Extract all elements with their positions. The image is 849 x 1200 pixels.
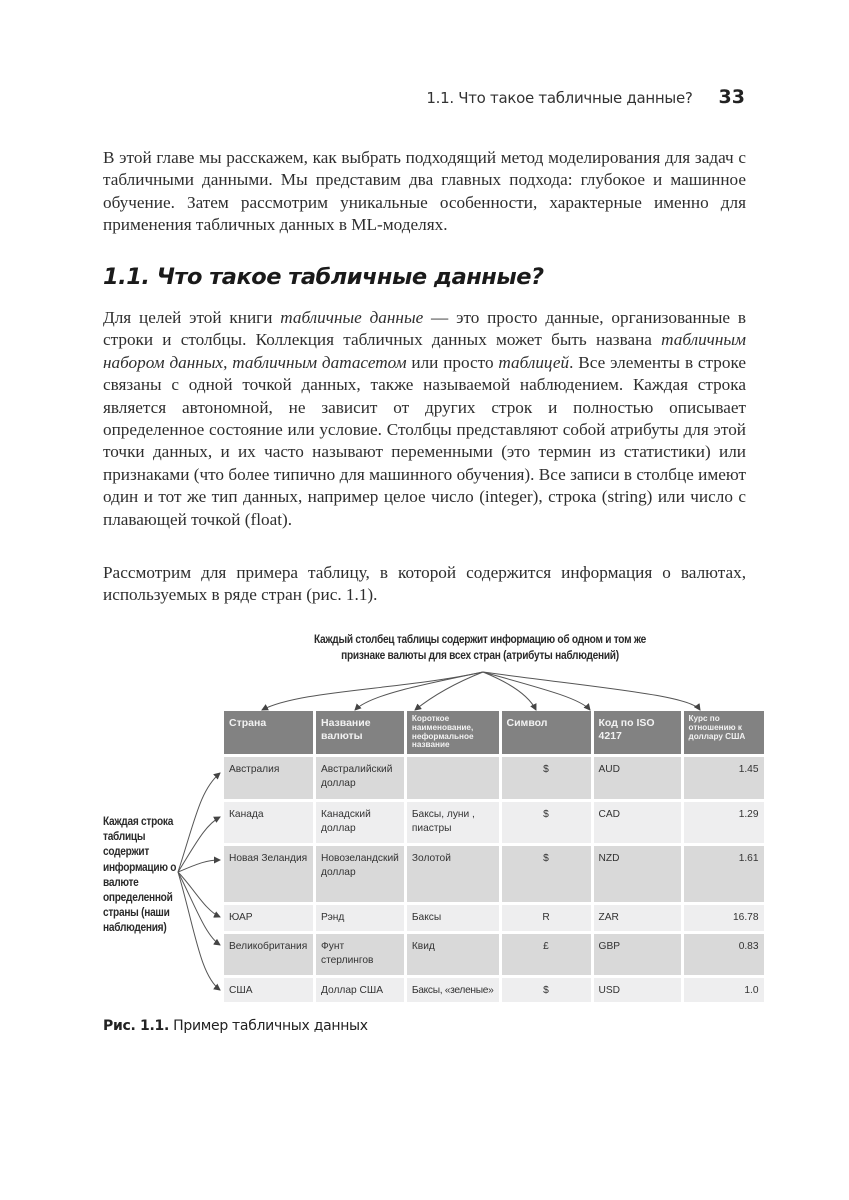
cell-symbol: $	[502, 978, 591, 1002]
table-row	[224, 846, 764, 902]
column-header: Короткое наименование, неформальное название	[407, 711, 499, 754]
column-header: Название валюты	[316, 711, 404, 754]
definition-paragraph	[103, 307, 746, 531]
text-run: или просто	[406, 352, 499, 372]
intro-paragraph: В этой главе мы расскажем, как выбрать подходящий метод моделирования для задач с табличными данными. Мы представим два главных подхода: глубокое и машинное обучение. Затем рассмотрим уникальные особенности, характерные именно для применения табличных данных в ML-моделях.	[103, 148, 746, 235]
running-head	[0, 86, 745, 108]
emphasis-term: таблицей	[498, 352, 570, 372]
cell-nickname: Баксы, «зеленые»	[407, 978, 499, 1002]
column-arrows	[262, 672, 700, 710]
cell-iso-code: AUD	[594, 757, 681, 799]
text-run: — это просто данные, организованные в строки и столбцы. Коллекция табличных данных может быть названа	[103, 308, 747, 350]
cell-nickname: Баксы, луни , пиастры	[407, 802, 499, 843]
cell-rate: 1.29	[684, 802, 764, 843]
columns-annotation: Каждый столбец таблицы содержит информацию об одном и том же признаке валюты для всех стран (атрибуты наблюдений)	[313, 634, 647, 662]
cell-country: США	[224, 978, 313, 1002]
page-number: 33	[718, 86, 745, 108]
table-row	[224, 905, 764, 931]
cell-currency-name: Рэнд	[316, 905, 404, 931]
cell-symbol: $	[502, 757, 591, 799]
column-header: Курс по отношению к доллару США	[684, 711, 764, 754]
emphasis-term: табличные данные	[280, 308, 424, 327]
text-run: Для целей этой книги	[103, 308, 281, 327]
column-header: Код по ISO 4217	[594, 711, 681, 754]
table-row	[224, 802, 764, 843]
cell-rate: 0.83	[684, 934, 764, 975]
table-row	[224, 978, 764, 1002]
cell-currency-name: Канадский доллар	[316, 802, 404, 843]
cell-iso-code: CAD	[594, 802, 681, 843]
currency-table	[221, 708, 767, 1005]
cell-nickname: Баксы	[407, 905, 499, 931]
cell-currency-name: Доллар США	[316, 978, 404, 1002]
cell-iso-code: USD	[594, 978, 681, 1002]
table-row	[224, 934, 764, 975]
cell-rate: 1.45	[684, 757, 764, 799]
cell-currency-name: Австралийский доллар	[316, 757, 404, 799]
figure-caption	[103, 1018, 368, 1034]
cell-iso-code: GBP	[594, 934, 681, 975]
figure-label: Рис. 1.1.	[103, 1018, 169, 1034]
cell-country: Австралия	[224, 757, 313, 799]
cell-iso-code: ZAR	[594, 905, 681, 931]
emphasis-term: табличным датасетом	[232, 352, 407, 372]
section-heading: 1.1. Что такое табличные данные?	[103, 264, 544, 290]
cell-iso-code: NZD	[594, 846, 681, 902]
emphasis-term: табличным набором данных	[103, 330, 746, 372]
cell-nickname: Золотой	[407, 846, 499, 902]
running-head-title: 1.1. Что такое табличные данные?	[426, 89, 693, 107]
cell-symbol: $	[502, 802, 591, 843]
cell-rate: 1.61	[684, 846, 764, 902]
column-header: Символ	[502, 711, 591, 754]
rows-annotation: Каждая строка таблицы содержит информацию о валюте определенной страны (наши наблюдения)	[103, 816, 177, 935]
table-header-row	[224, 711, 764, 754]
cell-country: Великобритания	[224, 934, 313, 975]
cell-country: Канада	[224, 802, 313, 843]
cell-country: Новая Зеландия	[224, 846, 313, 902]
cell-nickname: Квид	[407, 934, 499, 975]
column-header: Страна	[224, 711, 313, 754]
figure-caption-text: Пример табличных данных	[168, 1018, 368, 1034]
cell-currency-name: Фунт стерлингов	[316, 934, 404, 975]
cell-country: ЮАР	[224, 905, 313, 931]
cell-rate: 16.78	[684, 905, 764, 931]
text-run: ,	[223, 352, 233, 372]
table-row	[224, 757, 764, 799]
cell-nickname	[407, 757, 499, 799]
cell-symbol: £	[502, 934, 591, 975]
cell-currency-name: Новозеландский доллар	[316, 846, 404, 902]
example-paragraph: Рассмотрим для примера таблицу, в которой содержится информация о валютах, используемых в ряде стран (рис. 1.1).	[103, 563, 746, 605]
text-run: . Все элементы в строке связаны с одной точкой данных, также называемой наблюдением. Каждая строка является автономной, не зависит от других строк и полностью описывает определенное состояние или условие. Столбцы представляют собой атрибуты для этой точки данных, и их часто называют переменными (это термин из статистики) или признаками (что более типично для машинного обучения). Все записи в столбце имеют один и тот же тип данных, например целое число (integer), строка (string) или число с плавающей точкой (float).	[103, 352, 746, 529]
cell-symbol: $	[502, 846, 591, 902]
cell-rate: 1.0	[684, 978, 764, 1002]
cell-symbol: R	[502, 905, 591, 931]
